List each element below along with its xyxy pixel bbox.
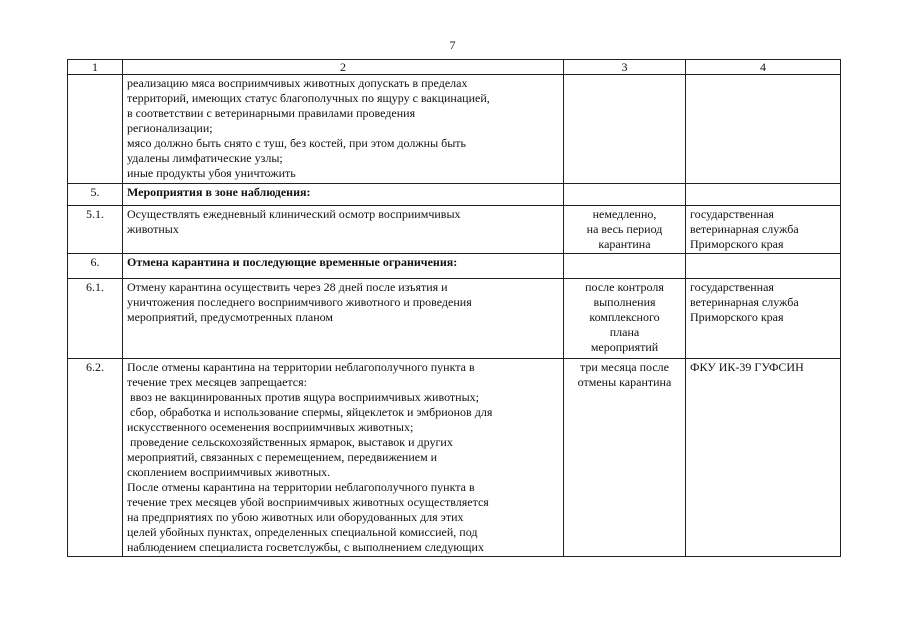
table-row bbox=[68, 359, 841, 557]
deadline-line: отмены карантина bbox=[577, 375, 672, 389]
deadline-line: плана bbox=[609, 325, 640, 339]
measure-line: искусственного осеменения восприимчивых животных; bbox=[127, 420, 414, 434]
measure-line: скоплением восприимчивых животных. bbox=[127, 465, 331, 479]
measure-text bbox=[123, 359, 564, 557]
column-header-1: 1 bbox=[68, 60, 123, 75]
responsible-cell bbox=[686, 184, 841, 206]
measure-line: течение трех месяцев убой восприимчивых животных осуществляется bbox=[127, 495, 489, 509]
row-number: 5.1. bbox=[68, 206, 123, 254]
measure-line: течение трех месяцев запрещается: bbox=[127, 375, 307, 389]
column-header-3: 3 bbox=[564, 60, 686, 75]
measure-text bbox=[123, 184, 564, 206]
responsible-line: ФКУ ИК-39 ГУФСИН bbox=[690, 360, 804, 374]
table-body bbox=[68, 75, 841, 557]
measure-line: проведение сельскохозяйственных ярмарок, выставок и других bbox=[130, 435, 453, 449]
measure-line: удалены лимфатические узлы; bbox=[127, 151, 283, 165]
deadline-cell bbox=[564, 206, 686, 254]
deadline-line: карантина bbox=[598, 237, 651, 251]
measures-table bbox=[67, 59, 841, 557]
responsible-cell bbox=[686, 254, 841, 279]
deadline-line: мероприятий bbox=[590, 340, 659, 354]
deadline-cell bbox=[564, 184, 686, 206]
responsible-line: ветеринарная служба bbox=[690, 295, 799, 309]
measure-line: иные продукты убоя уничтожить bbox=[127, 166, 296, 180]
deadline-line: комплексного bbox=[589, 310, 660, 324]
measure-line: мероприятий, предусмотренных планом bbox=[127, 310, 333, 324]
measure-line: регионализации; bbox=[127, 121, 213, 135]
measure-text bbox=[123, 75, 564, 184]
measure-line: Отмену карантина осуществить через 28 дней после изъятия и bbox=[127, 280, 448, 294]
responsible-line: государственная bbox=[690, 207, 774, 221]
responsible-line: государственная bbox=[690, 280, 774, 294]
row-number: 5. bbox=[68, 184, 123, 206]
row-number: 6.2. bbox=[68, 359, 123, 557]
deadline-line: после контроля bbox=[585, 280, 664, 294]
measure-line: ввоз не вакцинированных против ящура восприимчивых животных; bbox=[130, 390, 479, 404]
responsible-line: ветеринарная служба bbox=[690, 222, 799, 236]
measure-line: После отмены карантина на территории неблагополучного пункта в bbox=[127, 360, 475, 374]
measure-text bbox=[123, 254, 564, 279]
measure-line: наблюдением специалиста госветслужбы, с выполнением следующих bbox=[127, 540, 484, 554]
row-number: 6. bbox=[68, 254, 123, 279]
deadline-cell bbox=[564, 279, 686, 359]
header-row bbox=[68, 60, 841, 75]
deadline-cell bbox=[564, 75, 686, 184]
table-row bbox=[68, 279, 841, 359]
deadline-cell bbox=[564, 359, 686, 557]
measure-line: мероприятий, связанных с перемещением, передвижением и bbox=[127, 450, 438, 464]
section-heading: Мероприятия в зоне наблюдения: bbox=[127, 185, 311, 199]
measure-line: реализацию мяса восприимчивых животных допускать в пределах bbox=[127, 76, 468, 90]
responsible-cell bbox=[686, 359, 841, 557]
deadline-line: немедленно, bbox=[592, 207, 657, 221]
measure-text bbox=[123, 206, 564, 254]
measure-text bbox=[123, 279, 564, 359]
responsible-cell bbox=[686, 206, 841, 254]
table-row bbox=[68, 254, 841, 279]
deadline-cell bbox=[564, 254, 686, 279]
table-row bbox=[68, 184, 841, 206]
deadline-line: выполнения bbox=[593, 295, 656, 309]
measure-line: уничтожения последнего восприимчивого животного и проведения bbox=[127, 295, 472, 309]
column-header-4: 4 bbox=[686, 60, 841, 75]
measure-line: территорий, имеющих статус благополучных по ящуру с вакцинацией, bbox=[127, 91, 490, 105]
measure-line: Осуществлять ежедневный клинический осмотр восприимчивых bbox=[127, 207, 461, 221]
measure-line: животных bbox=[127, 222, 179, 236]
measure-line: в соответствии с ветеринарными правилами проведения bbox=[127, 106, 416, 120]
row-number bbox=[68, 75, 123, 184]
measure-line: на предприятиях по убою животных или оборудованных для этих bbox=[127, 510, 464, 524]
column-header-2: 2 bbox=[123, 60, 564, 75]
responsible-cell bbox=[686, 279, 841, 359]
responsible-cell bbox=[686, 75, 841, 184]
page-number: 7 bbox=[449, 38, 456, 52]
responsible-line: Приморского края bbox=[690, 237, 784, 251]
table-row bbox=[68, 75, 841, 184]
table-row bbox=[68, 206, 841, 254]
deadline-line: три месяца после bbox=[580, 360, 669, 374]
deadline-line: на весь период bbox=[586, 222, 663, 236]
responsible-line: Приморского края bbox=[690, 310, 784, 324]
row-number: 6.1. bbox=[68, 279, 123, 359]
section-heading: Отмена карантина и последующие временные ограничения: bbox=[127, 255, 458, 269]
measure-line: мясо должно быть снято с туш, без костей, при этом должны быть bbox=[127, 136, 467, 150]
measure-line: После отмены карантина на территории неблагополучного пункта в bbox=[127, 480, 475, 494]
measure-line: целей убойных пунктах, определенных специальной комиссией, под bbox=[127, 525, 478, 539]
measure-line: сбор, обработка и использование спермы, яйцеклеток и эмбрионов для bbox=[130, 405, 493, 419]
